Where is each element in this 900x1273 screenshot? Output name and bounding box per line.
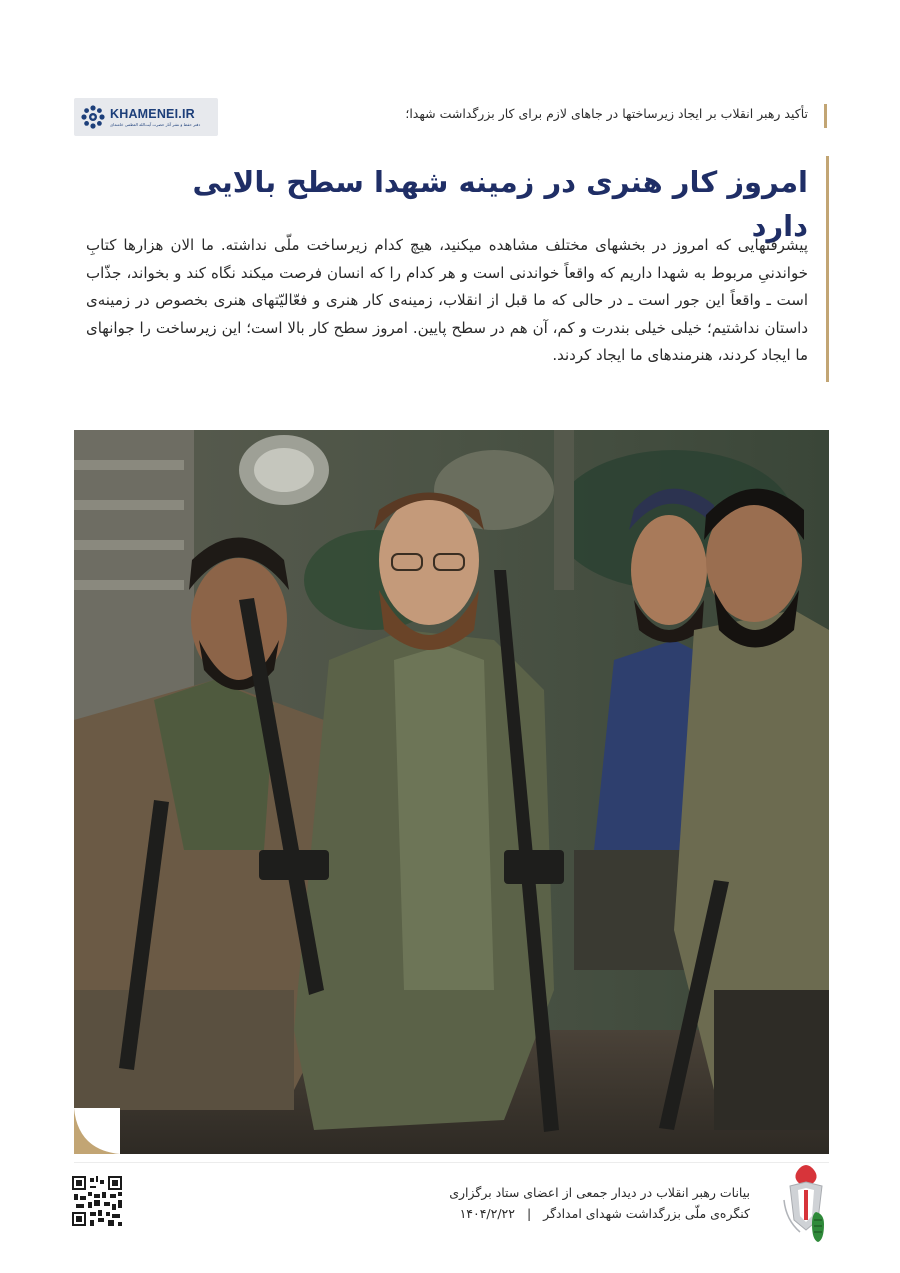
article-photo	[74, 430, 829, 1154]
site-logo[interactable]	[74, 98, 218, 136]
footer-line-2	[330, 1203, 750, 1224]
qr-code-icon[interactable]	[72, 1176, 122, 1226]
logo-subtitle: دفتر حفظ و نشر آثار حضرت آیت‌الله العظمی خامنه‌ای	[110, 122, 201, 127]
kicker-text: تأکید رهبر انقلاب بر ایجاد زیرساختها در جاهای لازم برای کار بزرگداشت شهدا؛	[405, 106, 808, 121]
divider	[74, 1162, 829, 1163]
photo-corner-decoration	[74, 1108, 120, 1154]
footer-event: کنگره‌ی ملّی بزرگداشت شهدای امدادگر	[543, 1206, 750, 1221]
headline-accent-bar	[826, 156, 829, 382]
kicker-accent-bar	[824, 104, 827, 128]
footer-source	[330, 1182, 750, 1224]
footer-date: ۱۴۰۴/۲/۲۲	[459, 1206, 515, 1221]
quote-body: پیشرفتهایی که امروز در بخشهای مختلف مشاهده میکنید، هیچ کدام زیرساخت ملّی نداشته. ما الان هزارها کتابِ خواندنیِ مربوط به شهدا داریم که واقعاً خواندنی است و هر کدام را که انسان فرصت میکند نگاه کند و بخواند، جذّاب است ـ واقعاً این جور است ـ در حالی که ما قبل از انقلاب، زمینه‌ی کار هنری و فعّالیّتهای هنری بخصوص در زمینه‌ی داستان نداشتیم؛ خیلی خیلی بندرت و کم، آن هم در سطح پایین. امروز سطح کار بالا است؛ این زیرساخت را جوانهای ما ایجاد کردند، هنرمندهای ما ایجاد کردند.	[86, 236, 808, 364]
footer-line-1: بیانات رهبر انقلاب در دیدار جمعی از اعضای ستاد برگزاری	[449, 1185, 750, 1200]
khamenei-logo-icon	[80, 104, 106, 130]
page-title: امروز کار هنری در زمینه شهدا سطح بالایی دارد	[192, 165, 808, 243]
congress-emblem-icon	[776, 1160, 836, 1244]
logo-name: KHAMENEI.IR	[110, 107, 195, 121]
footer-separator: |	[526, 1206, 532, 1221]
